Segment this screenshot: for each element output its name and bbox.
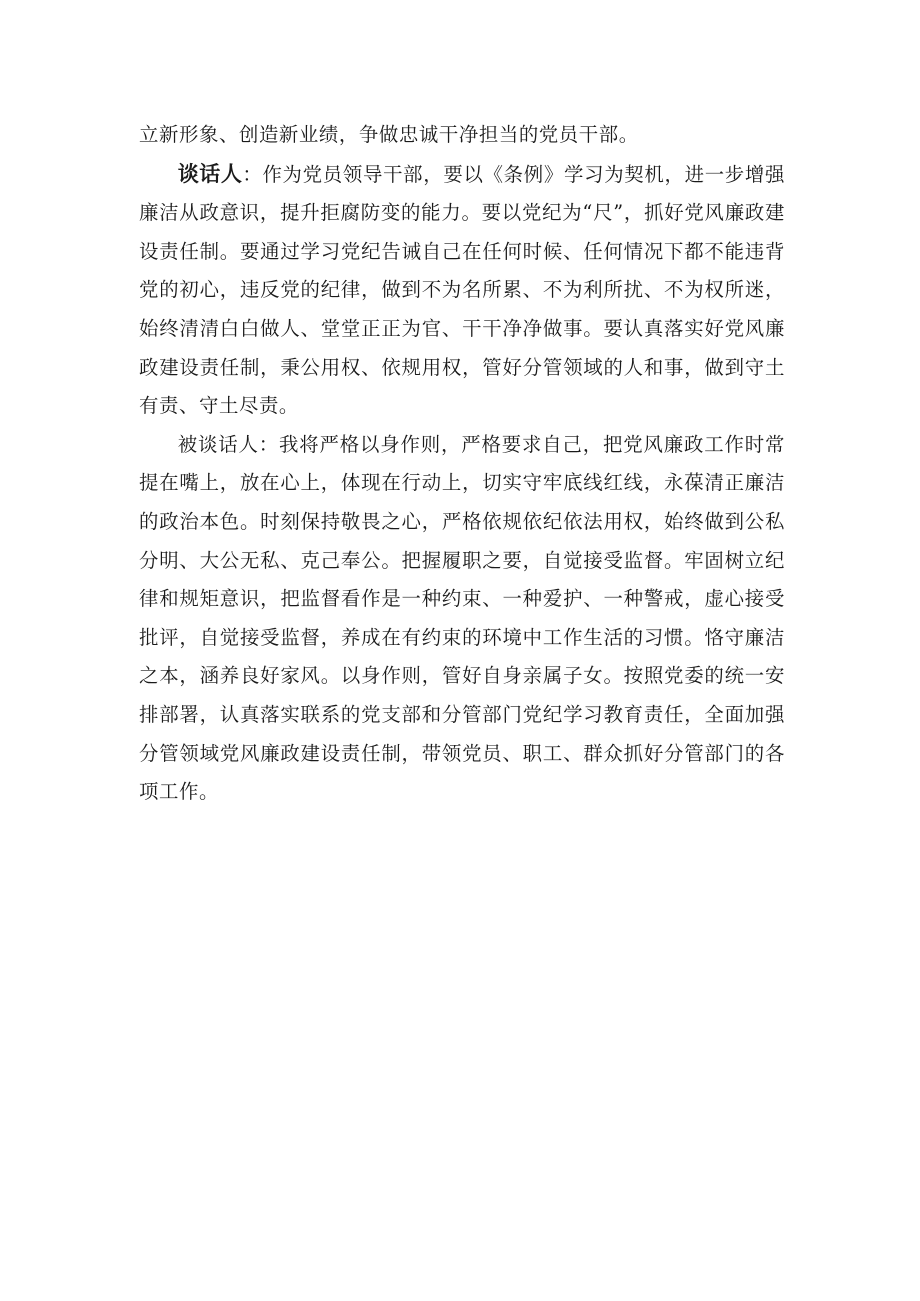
paragraph-text: 立新形象、创造新业绩，争做忠诚干净担当的党员干部。 bbox=[139, 123, 639, 146]
respondent-label: 被谈话人 bbox=[177, 432, 259, 456]
paragraph-speaker bbox=[139, 155, 785, 426]
paragraph-text: 作为党员领导干部，要以《条例》学习为契机，进一步增强廉洁从政意识，提升拒腐防变的能力。要以党纪为“尺”，抓好党风廉政建设责任制。要通过学习党纪告诫自己在任何时候、任何情况下都不能违背党的初心，违反党的纪律，做到不为名所累、不为利所扰、不为权所迷，始终清清白白做人、堂堂正正为官、干干净净做事。要认真落实好党风廉政建设责任制，秉公用权、依规用权，管好分管领域的人和事，做到守土有责、守土尽责。 bbox=[139, 162, 785, 418]
paragraph-respondent bbox=[139, 426, 785, 812]
paragraph-continuation bbox=[139, 116, 785, 155]
respondent-separator: ： bbox=[258, 432, 280, 456]
document-body bbox=[139, 116, 785, 812]
paragraph-text: 我将严格以身作则，严格要求自己，把党风廉政工作时常提在嘴上，放在心上，体现在行动上，切实守牢底线红线，永葆清正廉洁的政治本色。时刻保持敬畏之心，严格依规依纪依法用权，始终做到公私分明、大公无私、克己奉公。把握履职之要，自觉接受监督。牢固树立纪律和规矩意识，把监督看作是一种约束、一种爱护、一种警戒，虚心接受批评，自觉接受监督，养成在有约束的环境中工作生活的习惯。恪守廉洁之本，涵养良好家风。以身作则，管好自身亲属子女。按照党委的统一安排部署，认真落实联系的党支部和分管部门党纪学习教育责任，全面加强分管领域党风廉政建设责任制，带领党员、职工、群众抓好分管部门的各项工作。 bbox=[139, 432, 785, 804]
speaker-separator: ： bbox=[242, 162, 263, 186]
speaker-label: 谈话人 bbox=[177, 161, 243, 186]
